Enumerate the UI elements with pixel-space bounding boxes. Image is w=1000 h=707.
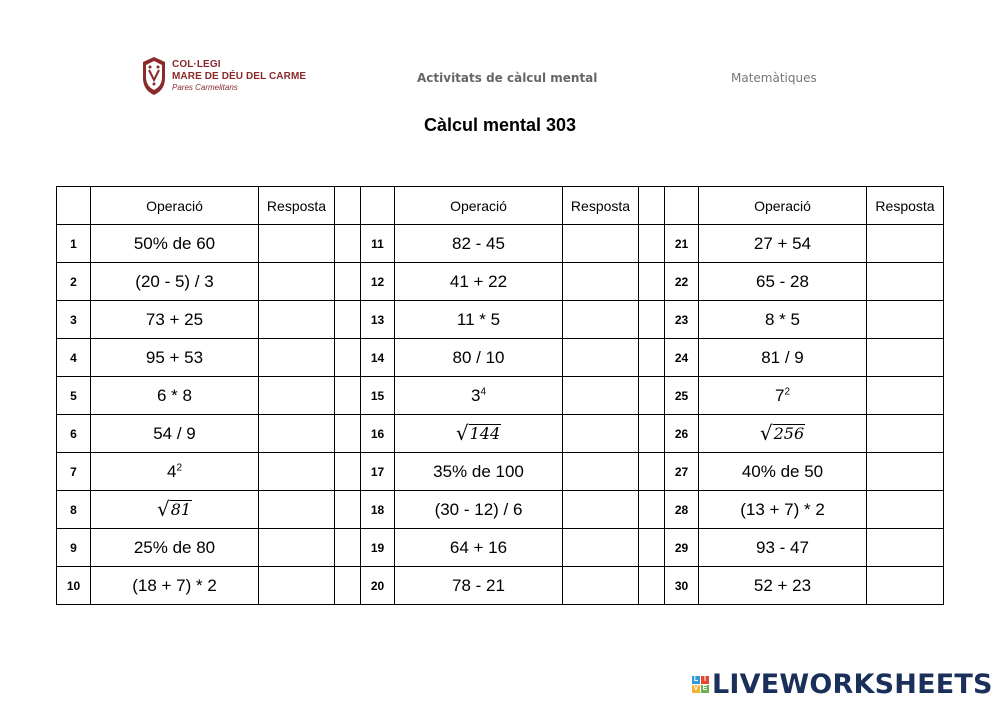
question-number: 14 — [361, 339, 395, 377]
logo-line1: COL·LEGI — [172, 59, 221, 70]
question-number: 25 — [665, 377, 699, 415]
operation-cell: 93 - 47 — [699, 529, 867, 567]
answer-input-cell[interactable] — [259, 263, 335, 301]
answer-input-cell[interactable] — [867, 453, 944, 491]
operation-cell — [91, 491, 259, 529]
icon-tile: E — [702, 685, 708, 692]
operation-cell: 41 + 22 — [395, 263, 563, 301]
radical-sign-icon: √ — [759, 420, 773, 445]
question-number: 13 — [361, 301, 395, 339]
operation-cell: 81 / 9 — [699, 339, 867, 377]
operation-cell: 11 * 5 — [395, 301, 563, 339]
page-title: Càlcul mental 303 — [423, 115, 577, 135]
operation-cell: (30 - 12) / 6 — [395, 491, 563, 529]
header-answer: Resposta — [259, 187, 335, 225]
header-answer: Resposta — [563, 187, 639, 225]
answer-input-cell[interactable] — [259, 225, 335, 263]
answer-input-cell[interactable] — [867, 529, 944, 567]
school-logo — [141, 56, 306, 96]
column-gap — [639, 377, 665, 415]
answer-input-cell[interactable] — [867, 377, 944, 415]
table-row — [57, 567, 944, 605]
question-number: 22 — [665, 263, 699, 301]
answer-input-cell[interactable] — [563, 567, 639, 605]
table-row — [57, 263, 944, 301]
answer-input-cell[interactable] — [563, 377, 639, 415]
question-number: 3 — [57, 301, 91, 339]
operation-cell: (20 - 5) / 3 — [91, 263, 259, 301]
answer-input-cell[interactable] — [867, 301, 944, 339]
header-number-cell — [361, 187, 395, 225]
power-base: 3 — [470, 385, 481, 405]
answer-input-cell[interactable] — [867, 225, 944, 263]
operation-cell: 73 + 25 — [91, 301, 259, 339]
column-gap — [335, 263, 361, 301]
column-gap — [639, 567, 665, 605]
power-exponent: 2 — [784, 385, 791, 397]
answer-input-cell[interactable] — [867, 263, 944, 301]
operation-cell: 25% de 80 — [91, 529, 259, 567]
column-gap — [335, 377, 361, 415]
question-number: 26 — [665, 415, 699, 453]
question-number: 15 — [361, 377, 395, 415]
answer-input-cell[interactable] — [563, 301, 639, 339]
question-number: 12 — [361, 263, 395, 301]
question-number: 21 — [665, 225, 699, 263]
table-row — [57, 225, 944, 263]
column-gap — [335, 301, 361, 339]
operation-cell: 8 * 5 — [699, 301, 867, 339]
question-number: 27 — [665, 453, 699, 491]
operation-cell: 6 * 8 — [91, 377, 259, 415]
question-number: 7 — [57, 453, 91, 491]
question-number: 23 — [665, 301, 699, 339]
table-row — [57, 491, 944, 529]
answer-input-cell[interactable] — [259, 453, 335, 491]
radicand: 256 — [773, 423, 805, 443]
power-exponent: 4 — [480, 385, 487, 397]
calc-table — [56, 186, 944, 605]
icon-tile: I — [701, 676, 709, 684]
column-gap — [639, 453, 665, 491]
question-number: 5 — [57, 377, 91, 415]
answer-input-cell[interactable] — [563, 529, 639, 567]
operation-cell — [395, 415, 563, 453]
answer-input-cell[interactable] — [259, 377, 335, 415]
operation-cell: 27 + 54 — [699, 225, 867, 263]
question-number: 6 — [57, 415, 91, 453]
radicand: 144 — [469, 423, 501, 443]
question-number: 1 — [57, 225, 91, 263]
liveworksheets-logo — [692, 669, 993, 700]
column-gap — [639, 225, 665, 263]
question-number: 16 — [361, 415, 395, 453]
power-exponent: 2 — [176, 461, 183, 473]
radical-sign-icon: √ — [156, 496, 170, 521]
answer-input-cell[interactable] — [563, 453, 639, 491]
logo-line3: Pares Carmelitans — [172, 83, 238, 92]
question-number: 29 — [665, 529, 699, 567]
table-row — [57, 453, 944, 491]
header-subject-label: Matemàtiques — [731, 71, 817, 85]
header-answer: Resposta — [867, 187, 944, 225]
question-number: 28 — [665, 491, 699, 529]
answer-input-cell[interactable] — [259, 415, 335, 453]
table-header-row — [57, 187, 944, 225]
answer-input-cell[interactable] — [259, 567, 335, 605]
operation-cell: 50% de 60 — [91, 225, 259, 263]
operation-cell — [395, 377, 563, 415]
answer-input-cell[interactable] — [867, 567, 944, 605]
operation-cell: 80 / 10 — [395, 339, 563, 377]
question-number: 17 — [361, 453, 395, 491]
radicand: 81 — [170, 499, 192, 519]
operation-cell: 52 + 23 — [699, 567, 867, 605]
question-number: 11 — [361, 225, 395, 263]
operation-cell: 95 + 53 — [91, 339, 259, 377]
question-number: 19 — [361, 529, 395, 567]
column-gap — [335, 453, 361, 491]
header-operation: Operació — [395, 187, 563, 225]
answer-input-cell[interactable] — [259, 301, 335, 339]
table-row — [57, 377, 944, 415]
column-gap — [639, 187, 665, 225]
table-row — [57, 301, 944, 339]
icon-tile: L — [693, 676, 699, 683]
operation-cell — [699, 377, 867, 415]
question-number: 8 — [57, 491, 91, 529]
square-root — [759, 420, 805, 445]
question-number: 2 — [57, 263, 91, 301]
table-row — [57, 529, 944, 567]
answer-input-cell[interactable] — [563, 263, 639, 301]
liveworksheets-brand: LIVEWORKSHEETS — [712, 669, 993, 700]
operation-cell: 35% de 100 — [395, 453, 563, 491]
question-number: 9 — [57, 529, 91, 567]
question-number: 4 — [57, 339, 91, 377]
column-gap — [639, 415, 665, 453]
column-gap — [639, 339, 665, 377]
operation-cell: 64 + 16 — [395, 529, 563, 567]
answer-input-cell[interactable] — [867, 339, 944, 377]
answer-input-cell[interactable] — [563, 415, 639, 453]
operation-cell: 78 - 21 — [395, 567, 563, 605]
column-gap — [335, 529, 361, 567]
table-row — [57, 415, 944, 453]
question-number: 10 — [57, 567, 91, 605]
header-operation: Operació — [699, 187, 867, 225]
column-gap — [335, 567, 361, 605]
answer-input-cell[interactable] — [563, 225, 639, 263]
column-gap — [639, 263, 665, 301]
operation-cell: 54 / 9 — [91, 415, 259, 453]
answer-input-cell[interactable] — [259, 529, 335, 567]
table-row — [57, 339, 944, 377]
column-gap — [335, 187, 361, 225]
column-gap — [335, 225, 361, 263]
answer-input-cell[interactable] — [259, 339, 335, 377]
square-root — [455, 420, 501, 445]
operation-cell — [699, 415, 867, 453]
operation-cell: 82 - 45 — [395, 225, 563, 263]
answer-input-cell[interactable] — [867, 491, 944, 529]
square-root — [156, 496, 192, 521]
logo-line2: MARE DE DÉU DEL CARME — [172, 71, 307, 82]
operation-cell: 40% de 50 — [699, 453, 867, 491]
power-base: 7 — [774, 385, 785, 405]
operation-cell — [91, 453, 259, 491]
radical-sign-icon: √ — [455, 420, 469, 445]
answer-input-cell[interactable] — [867, 415, 944, 453]
question-number: 30 — [665, 567, 699, 605]
column-gap — [335, 415, 361, 453]
liveworksheets-icon — [692, 676, 709, 693]
answer-input-cell[interactable] — [563, 339, 639, 377]
question-number: 24 — [665, 339, 699, 377]
answer-input-cell[interactable] — [259, 491, 335, 529]
question-number: 18 — [361, 491, 395, 529]
column-gap — [639, 301, 665, 339]
header-activity-label: Activitats de càlcul mental — [417, 71, 598, 85]
question-number: 20 — [361, 567, 395, 605]
header-number-cell — [57, 187, 91, 225]
header-operation: Operació — [91, 187, 259, 225]
column-gap — [335, 339, 361, 377]
column-gap — [639, 491, 665, 529]
school-crest-icon — [141, 56, 167, 96]
icon-tile: V — [693, 685, 699, 692]
operation-cell: 65 - 28 — [699, 263, 867, 301]
header-number-cell — [665, 187, 699, 225]
answer-input-cell[interactable] — [563, 491, 639, 529]
operation-cell: (18 + 7) * 2 — [91, 567, 259, 605]
column-gap — [335, 491, 361, 529]
operation-cell: (13 + 7) * 2 — [699, 491, 867, 529]
power-base: 4 — [166, 461, 177, 481]
column-gap — [639, 529, 665, 567]
